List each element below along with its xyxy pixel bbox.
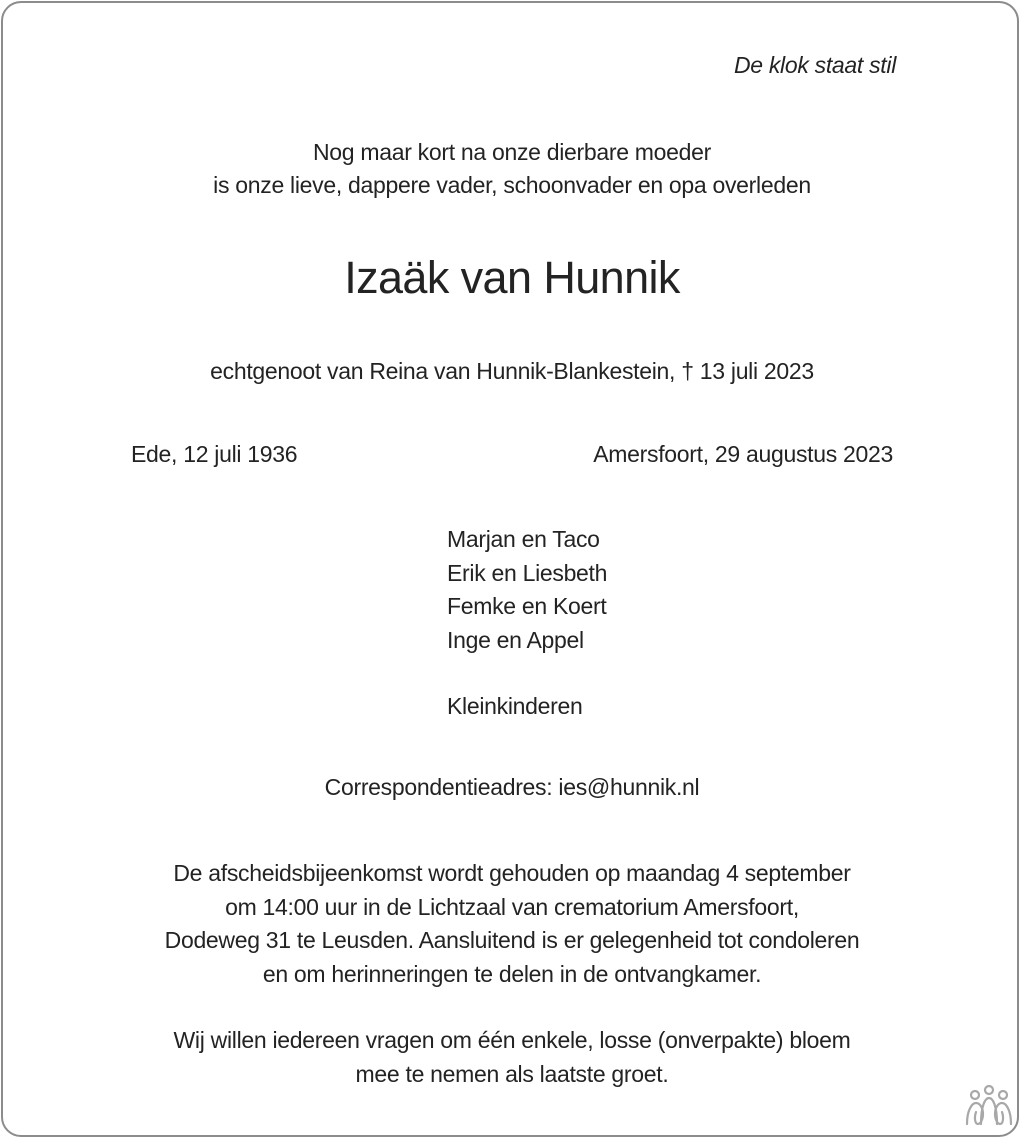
correspondence-address: Correspondentieadres: ies@hunnik.nl xyxy=(324,774,700,800)
family-list xyxy=(447,523,607,724)
grandchildren: Kleinkinderen xyxy=(447,693,583,719)
family-member: Inge en Appel xyxy=(447,626,584,653)
ceremony-line: om 14:00 uur in de Lichtzaal van crematorium Amersfoort, xyxy=(225,893,799,920)
motto: De klok staat stil xyxy=(733,52,896,78)
birth-place-date: Ede, 12 juli 1936 xyxy=(131,441,298,467)
request-line: mee te nemen als laatste groet. xyxy=(355,1060,669,1087)
request-line: Wij willen iedereen vragen om één enkele, losse (onverpakte) bloem xyxy=(173,1027,851,1053)
family-member: Marjan en Taco xyxy=(447,526,600,552)
people-group-icon xyxy=(964,1084,1014,1128)
deceased-name: Izaäk van Hunnik xyxy=(344,252,680,303)
flower-request xyxy=(0,1024,1024,1091)
family-member: Femke en Koert xyxy=(447,593,607,619)
ceremony-info xyxy=(0,857,1024,991)
intro-text xyxy=(0,136,1024,202)
spacer xyxy=(447,657,607,690)
death-place-date: Amersfoort, 29 augustus 2023 xyxy=(593,441,893,467)
spouse-line: echtgenoot van Reina van Hunnik-Blankestein, † 13 juli 2023 xyxy=(210,358,814,384)
ceremony-line: De afscheidsbijeenkomst wordt gehouden op maandag 4 september xyxy=(173,860,851,886)
intro-line: Nog maar kort na onze dierbare moeder xyxy=(312,139,711,165)
intro-line: is onze lieve, dappere vader, schoonvader en opa overleden xyxy=(213,172,811,198)
ceremony-line: en om herinneringen te delen in de ontvangkamer. xyxy=(262,960,762,987)
family-member: Erik en Liesbeth xyxy=(447,559,608,586)
ceremony-line: Dodeweg 31 te Leusden. Aansluitend is er gelegenheid tot condoleren xyxy=(164,927,860,953)
